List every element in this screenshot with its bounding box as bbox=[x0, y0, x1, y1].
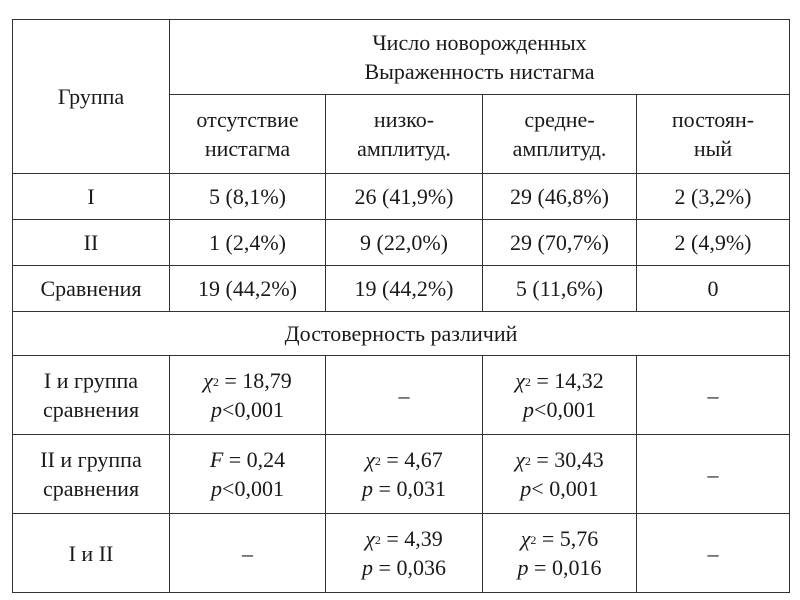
stat-symbol: χ bbox=[520, 526, 531, 551]
table-row bbox=[13, 266, 790, 312]
stat-cell bbox=[483, 514, 637, 593]
column-header bbox=[483, 95, 637, 174]
table-row bbox=[13, 220, 790, 266]
row-group-label: II bbox=[13, 220, 170, 266]
top-header-line1: Число новорожденных bbox=[372, 30, 587, 55]
section-row bbox=[13, 312, 790, 356]
section-title: Достоверность различий bbox=[13, 312, 790, 356]
stat-value: = 5,76 bbox=[536, 526, 599, 551]
comparison-label bbox=[13, 356, 170, 435]
p-value: <0,001 bbox=[222, 476, 284, 501]
p-symbol: p bbox=[362, 476, 374, 501]
p-value: <0,001 bbox=[534, 397, 596, 422]
stat-cell bbox=[326, 435, 483, 514]
dash: – bbox=[242, 540, 253, 566]
dash: – bbox=[707, 461, 719, 487]
comparison-label bbox=[13, 514, 170, 593]
row-group-label: I bbox=[13, 174, 170, 220]
stat-superscript: 2 bbox=[530, 533, 537, 547]
stat-symbol: χ bbox=[515, 447, 525, 472]
stat-cell bbox=[637, 514, 790, 593]
stat-symbol: χ bbox=[365, 526, 375, 551]
table-cell: 29 (70,7%) bbox=[483, 220, 637, 266]
stat-value: = 4,39 bbox=[380, 526, 443, 551]
row-group-label: Сравнения bbox=[13, 266, 170, 312]
nystagmus-table bbox=[12, 19, 790, 593]
column-header-line1: отсутствие bbox=[196, 107, 299, 132]
p-symbol: p bbox=[520, 476, 532, 501]
table-cell: 9 (22,0%) bbox=[326, 220, 483, 266]
stat-symbol: χ bbox=[515, 368, 525, 393]
stat-value: = 0,24 bbox=[223, 447, 286, 472]
stat-superscript: 2 bbox=[524, 375, 531, 389]
stats-row bbox=[13, 435, 790, 514]
table-cell: 26 (41,9%) bbox=[326, 174, 483, 220]
dash: – bbox=[707, 540, 719, 566]
table-cell: 2 (4,9%) bbox=[637, 220, 790, 266]
top-header-line2: Выраженность нистагма bbox=[364, 59, 595, 84]
dash: – bbox=[398, 382, 410, 408]
column-header-line2: амплитуд. bbox=[512, 136, 607, 161]
stat-superscript: 2 bbox=[212, 375, 219, 389]
comparison-label-line2: сравнения bbox=[42, 397, 140, 422]
stat-cell bbox=[326, 356, 483, 435]
stat-cell bbox=[483, 435, 637, 514]
p-symbol: p bbox=[523, 397, 535, 422]
comparison-label-line1: I и группа bbox=[43, 368, 139, 393]
stat-cell bbox=[483, 356, 637, 435]
group-header-label: Группа bbox=[57, 84, 125, 109]
column-header-line2: ный bbox=[693, 136, 733, 161]
comparison-label-line1: II и группа bbox=[40, 447, 142, 472]
comparison-label-line1: I и II bbox=[68, 540, 114, 566]
stat-cell bbox=[170, 435, 326, 514]
stat-cell bbox=[326, 514, 483, 593]
column-header-line1: низко- bbox=[373, 107, 435, 132]
table-cell: 19 (44,2%) bbox=[170, 266, 326, 312]
stat-symbol: χ bbox=[203, 368, 213, 393]
stat-cell bbox=[170, 356, 326, 435]
group-header-cell bbox=[13, 20, 170, 174]
p-value: = 0,031 bbox=[373, 476, 446, 501]
p-value: = 0,036 bbox=[373, 555, 446, 580]
column-header bbox=[637, 95, 790, 174]
stat-cell bbox=[170, 514, 326, 593]
table-cell: 1 (2,4%) bbox=[170, 220, 326, 266]
table-cell: 29 (46,8%) bbox=[483, 174, 637, 220]
table-row bbox=[13, 174, 790, 220]
stat-value: = 14,32 bbox=[530, 368, 604, 393]
stat-value: = 4,67 bbox=[380, 447, 443, 472]
table-cell: 19 (44,2%) bbox=[326, 266, 483, 312]
p-symbol: p bbox=[362, 555, 374, 580]
stat-value: = 18,79 bbox=[218, 368, 292, 393]
table-cell: 5 (8,1%) bbox=[170, 174, 326, 220]
p-value: < 0,001 bbox=[531, 476, 599, 501]
p-symbol: p bbox=[517, 555, 529, 580]
column-header-line1: постоян- bbox=[671, 107, 755, 132]
column-header-line1: средне- bbox=[524, 107, 595, 132]
dash: – bbox=[707, 382, 719, 408]
stat-cell bbox=[637, 356, 790, 435]
stat-superscript: 2 bbox=[524, 454, 531, 468]
stats-row bbox=[13, 514, 790, 593]
top-header-cell bbox=[170, 20, 790, 95]
comparison-label-line2: сравнения bbox=[42, 476, 140, 501]
header-row bbox=[13, 20, 790, 95]
p-value: <0,001 bbox=[222, 397, 284, 422]
stat-superscript: 2 bbox=[374, 533, 381, 547]
stat-value: = 30,43 bbox=[530, 447, 604, 472]
column-header-line2: нистагма bbox=[204, 136, 291, 161]
table-cell: 2 (3,2%) bbox=[637, 174, 790, 220]
column-header-line2: амплитуд. bbox=[357, 136, 451, 161]
p-symbol: p bbox=[211, 476, 223, 501]
column-header bbox=[170, 95, 326, 174]
table-cell: 5 (11,6%) bbox=[483, 266, 637, 312]
stat-symbol: F bbox=[209, 447, 224, 472]
stat-cell bbox=[637, 435, 790, 514]
stat-superscript: 2 bbox=[374, 454, 381, 468]
table-cell: 0 bbox=[637, 266, 790, 312]
column-header bbox=[326, 95, 483, 174]
stats-row bbox=[13, 356, 790, 435]
comparison-label bbox=[13, 435, 170, 514]
p-symbol: p bbox=[211, 397, 223, 422]
p-value: = 0,016 bbox=[528, 555, 602, 580]
stat-symbol: χ bbox=[365, 447, 375, 472]
